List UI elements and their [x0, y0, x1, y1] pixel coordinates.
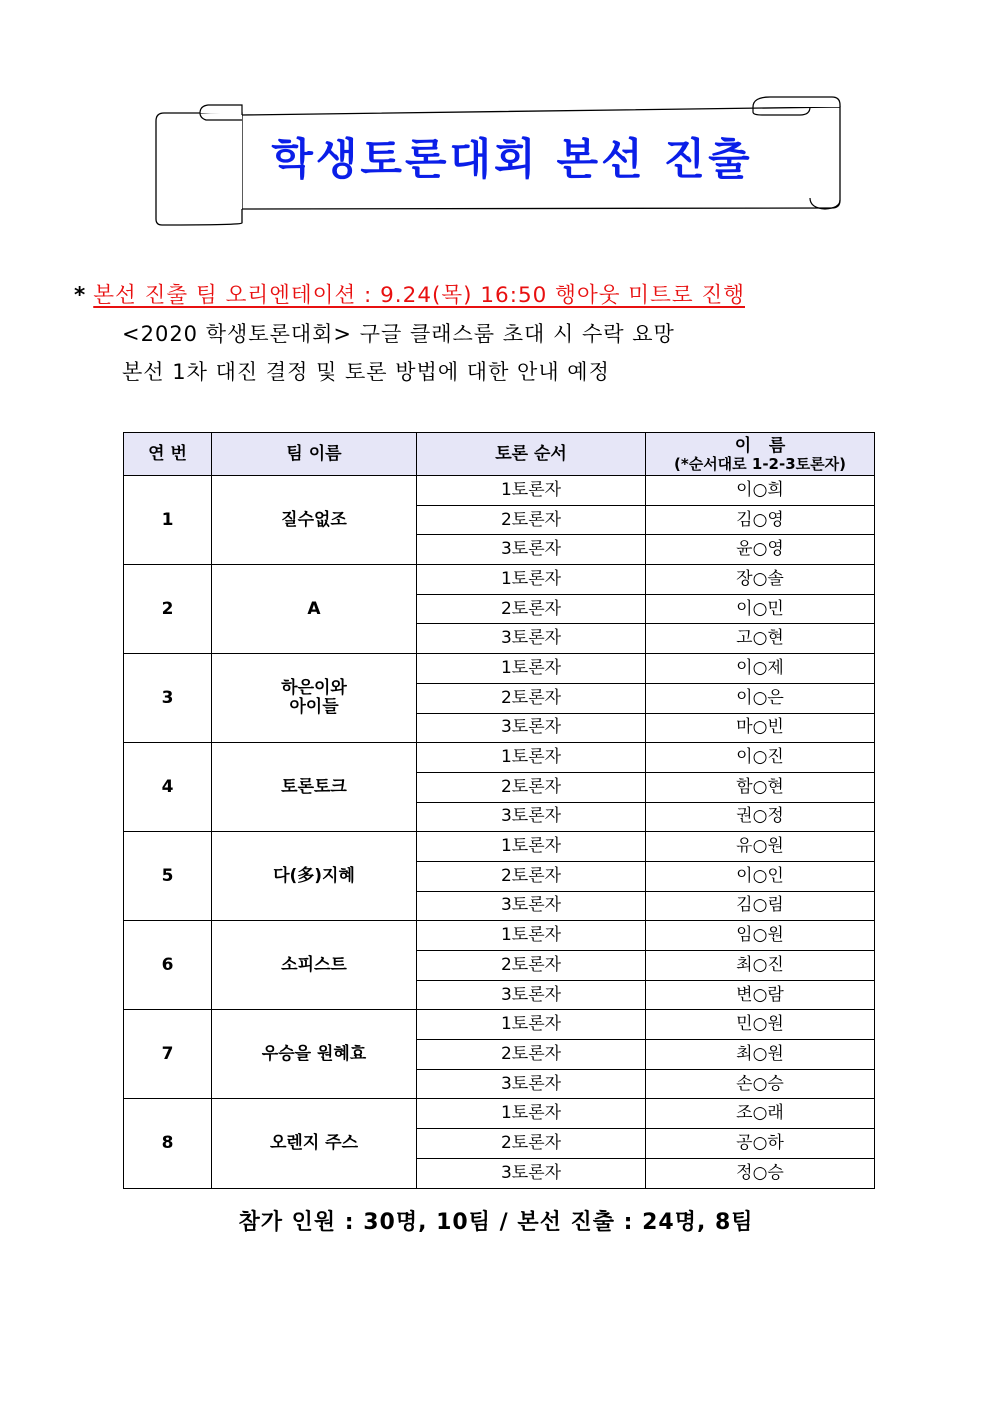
participation-summary: 참가 인원 : 30명, 10팀 / 본선 진출 : 24명, 8팀	[238, 1210, 754, 1235]
table-row	[124, 921, 875, 951]
debate-order: 2토론자	[417, 772, 646, 802]
orientation-notice	[74, 278, 894, 309]
member-name: 김○림	[646, 891, 875, 921]
table-row	[124, 1010, 875, 1040]
team-number: 7	[124, 1010, 212, 1099]
member-name: 조○래	[646, 1099, 875, 1129]
header-order: 토론 순서	[417, 433, 646, 476]
debate-order: 3토론자	[417, 713, 646, 743]
debate-order: 3토론자	[417, 1158, 646, 1188]
debate-order: 2토론자	[417, 951, 646, 981]
debate-order: 2토론자	[417, 594, 646, 624]
member-name: 이○인	[646, 861, 875, 891]
member-name: 손○승	[646, 1069, 875, 1099]
debate-order: 1토론자	[417, 743, 646, 773]
team-name: 질수없조	[212, 476, 417, 565]
debate-order: 1토론자	[417, 832, 646, 862]
table-row	[124, 654, 875, 684]
table-row	[124, 476, 875, 506]
member-name: 김○영	[646, 505, 875, 535]
member-name: 공○하	[646, 1129, 875, 1159]
member-name: 변○람	[646, 980, 875, 1010]
debate-order: 2토론자	[417, 683, 646, 713]
debate-order: 3토론자	[417, 624, 646, 654]
member-name: 장○솔	[646, 565, 875, 595]
debate-order: 3토론자	[417, 802, 646, 832]
orientation-headline: 본선 진출 팀 오리엔테이션 : 9.24(목) 16:50 행아웃 미트로 진행	[93, 283, 745, 308]
member-name: 고○현	[646, 624, 875, 654]
member-name: 민○원	[646, 1010, 875, 1040]
debate-order: 1토론자	[417, 921, 646, 951]
finalist-table	[123, 432, 875, 1189]
header-number: 연 번	[124, 433, 212, 476]
member-name: 이○은	[646, 683, 875, 713]
member-name: 최○원	[646, 1040, 875, 1070]
debate-order: 3토론자	[417, 535, 646, 565]
header-team: 팀 이름	[212, 433, 417, 476]
team-number: 4	[124, 743, 212, 832]
team-number: 1	[124, 476, 212, 565]
debate-order: 2토론자	[417, 1040, 646, 1070]
table-body	[124, 476, 875, 1189]
team-name: 토론토크	[212, 743, 417, 832]
debate-order: 1토론자	[417, 565, 646, 595]
team-number: 6	[124, 921, 212, 1010]
team-number: 2	[124, 565, 212, 654]
table-row	[124, 743, 875, 773]
team-name: 소피스트	[212, 921, 417, 1010]
header-name	[646, 433, 875, 476]
member-name: 이○민	[646, 594, 875, 624]
member-name: 이○진	[646, 743, 875, 773]
member-name: 이○제	[646, 654, 875, 684]
team-name: 오렌지 주스	[212, 1099, 417, 1188]
table-header-row	[124, 433, 875, 476]
bracket-notice: 본선 1차 대진 결정 및 토론 방법에 대한 안내 예정	[122, 360, 610, 384]
table-row	[124, 832, 875, 862]
debate-order: 1토론자	[417, 654, 646, 684]
team-name: A	[212, 565, 417, 654]
member-name: 임○원	[646, 921, 875, 951]
debate-order: 1토론자	[417, 476, 646, 506]
member-name: 유○원	[646, 832, 875, 862]
member-name: 함○현	[646, 772, 875, 802]
team-name: 다(多)지혜	[212, 832, 417, 921]
member-name: 마○빈	[646, 713, 875, 743]
team-number: 8	[124, 1099, 212, 1188]
team-name: 하은이와 아이들	[212, 654, 417, 743]
header-name-note: (*순서대로 1-2-3토론자)	[674, 454, 846, 473]
member-name: 이○희	[646, 476, 875, 506]
classroom-notice: <2020 학생토론대회> 구글 클래스룸 초대 시 수락 요망	[122, 322, 675, 346]
debate-order: 2토론자	[417, 861, 646, 891]
debate-order: 3토론자	[417, 980, 646, 1010]
debate-order: 2토론자	[417, 505, 646, 535]
bullet-star: *	[74, 283, 86, 308]
team-number: 3	[124, 654, 212, 743]
table-row	[124, 1099, 875, 1129]
debate-order: 3토론자	[417, 1069, 646, 1099]
debate-order: 2토론자	[417, 1129, 646, 1159]
debate-order: 1토론자	[417, 1010, 646, 1040]
member-name: 윤○영	[646, 535, 875, 565]
page-title: 학생토론대회 본선 진출	[271, 135, 753, 185]
debate-order: 3토론자	[417, 891, 646, 921]
member-name: 최○진	[646, 951, 875, 981]
debate-order: 1토론자	[417, 1099, 646, 1129]
header-name-label: 이 름	[734, 435, 786, 456]
table-row	[124, 565, 875, 595]
member-name: 권○정	[646, 802, 875, 832]
team-name: 우승을 원혜효	[212, 1010, 417, 1099]
team-number: 5	[124, 832, 212, 921]
member-name: 정○승	[646, 1158, 875, 1188]
scroll-banner	[150, 92, 845, 227]
